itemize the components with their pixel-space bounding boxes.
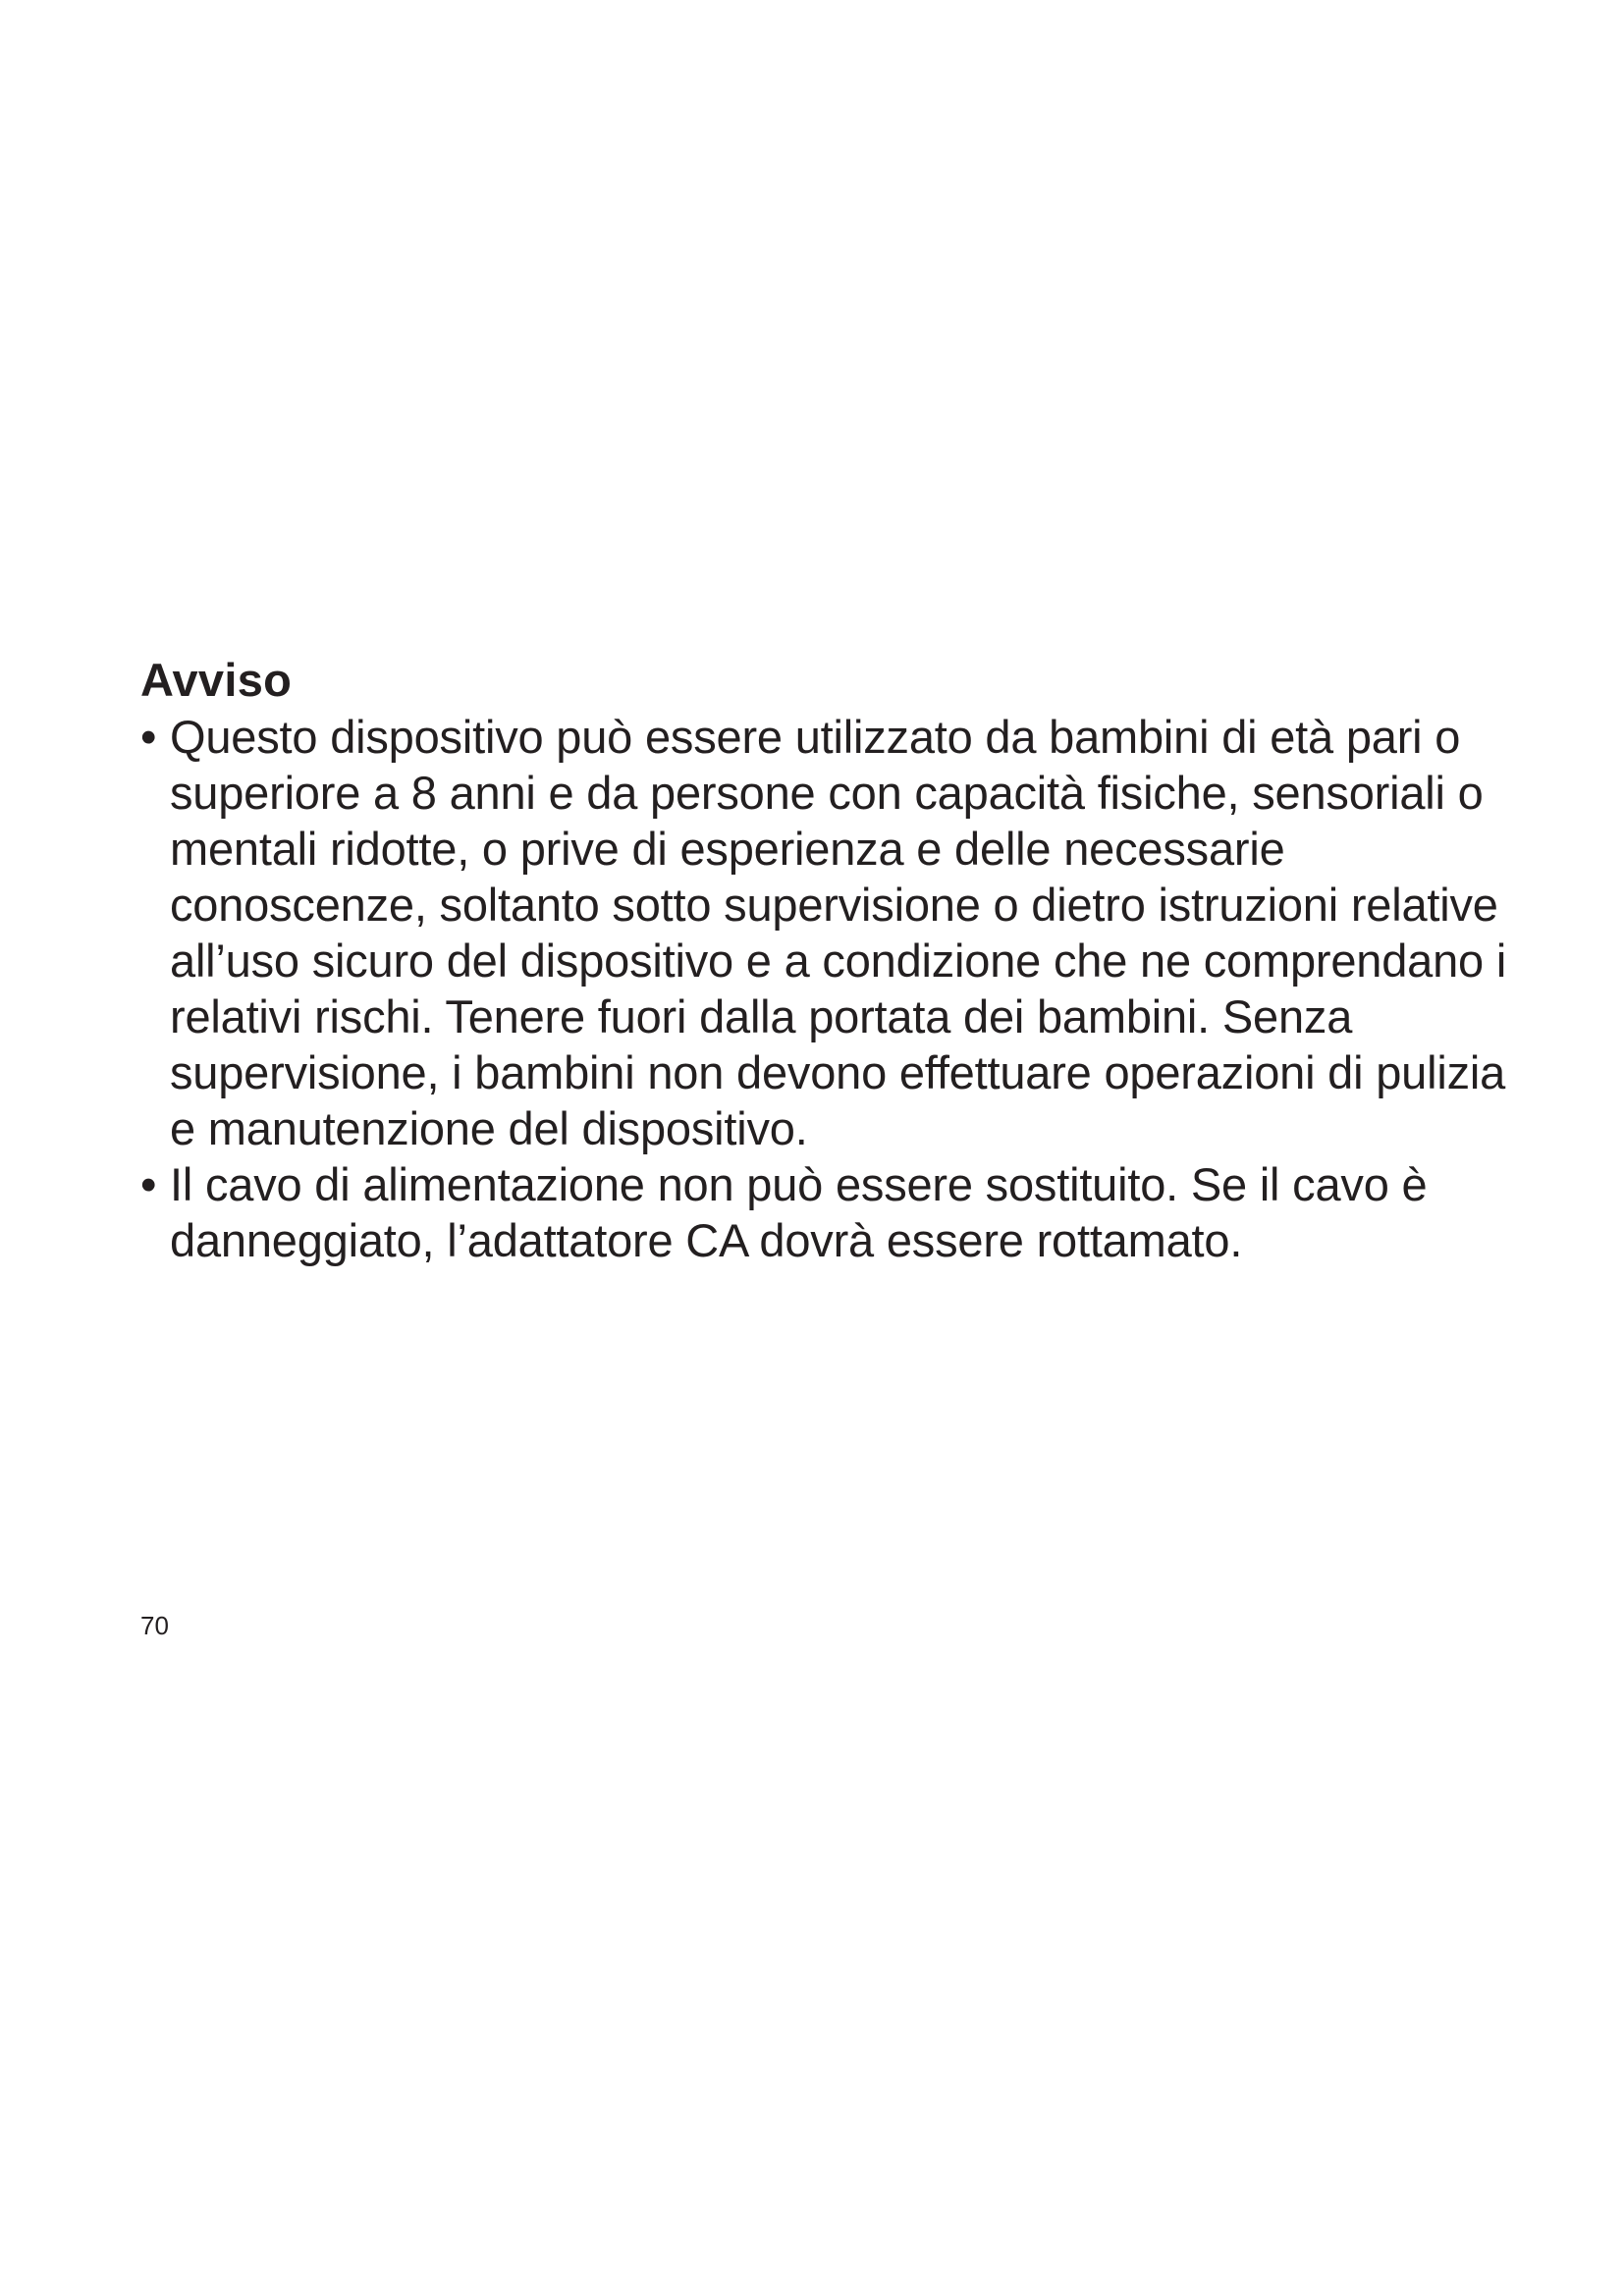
notice-list [140,709,1515,1268]
list-item [140,1156,1515,1268]
page-number: 70 [140,1611,169,1640]
list-item-text: Il cavo di alimentazione non può essere sostituito. Se il cavo è danneggiato, l’adattatore CA dovrà essere rottamato. [170,1158,1428,1266]
notice-title: Avviso [140,654,293,706]
list-item-text: Questo dispositivo può essere utilizzato da bambini di età pari o superiore a 8 anni e da persone con capacità fisiche, sensoriali o mentali ridotte, o prive di esperienza e delle necessarie conoscenze, soltanto sotto supervisione o dietro istruzioni relative all’uso sicuro del dispositivo e a condizione che ne comprendano i relativi rischi. Tenere fuori dalla portata dei bambini. Senza supervisione, i bambini non devono effettuare operazioni di pulizia e manutenzione del dispositivo. [170,711,1507,1154]
bullet-icon: • [140,1158,157,1210]
notice-section [140,652,1515,1268]
bullet-icon: • [140,711,157,763]
list-item [140,709,1515,1156]
